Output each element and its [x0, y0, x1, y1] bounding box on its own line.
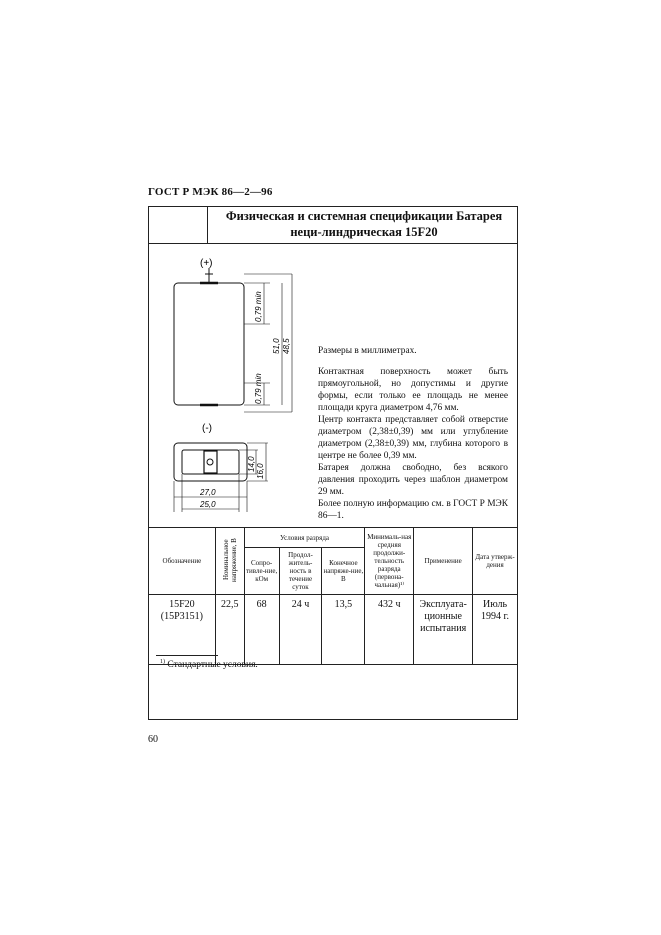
cell-resistance: 68 [244, 595, 279, 665]
dim-079-top: 0,79 min [254, 291, 263, 322]
cell-approval-date: Июль 1994 г. [473, 595, 518, 665]
footnote: $^{1)}$ Стандартные условия. [160, 659, 258, 671]
col-duration: Продол-житель-ность в течение суток [279, 548, 322, 595]
spec-table [148, 527, 518, 665]
spec-title: Физическая и системная спецификации Батарея неци-линдрическая 15F20 [225, 209, 503, 239]
description-block [318, 345, 508, 522]
col-application: Применение [414, 528, 473, 595]
dim-16: 16,0 [256, 463, 265, 479]
dim-079-bottom: 0,79 min [254, 373, 263, 404]
page-number: 60 [148, 734, 158, 745]
col-end-voltage: Конечное напряже-ние, В [322, 548, 365, 595]
minus-terminal-label: (-) [202, 423, 212, 434]
desc-reference: Более полную информацию см. в ГОСТ Р МЭК 86—1. [318, 499, 508, 521]
dim-27: 27,0 [200, 488, 216, 497]
dim-14: 14,0 [247, 456, 256, 472]
dim-51: 51,0 [272, 338, 281, 354]
battery-top-view [174, 443, 247, 481]
col-discharge-conditions: Условия разряда [244, 528, 365, 548]
desc-contact-center: Центр контакта представляет собой отверстие диаметром (2,38±0,39) мм или углубление диаметром (2,38±0,39) мм, глубина которого в центре не более 0,39 мм. [318, 415, 508, 461]
plus-terminal-label: (+) [200, 258, 213, 269]
battery-side-view [174, 283, 244, 405]
cell-duration: 24 ч [279, 595, 322, 665]
dim-485: 48,5 [282, 338, 291, 354]
desc-contact-surface: Контактная поверхность может быть прямоугольной, но допустимы и другие формы, если только ее площадь не менее площади круга диаметром 4,76 мм. [318, 367, 508, 413]
col-designation: Обозначение [149, 528, 216, 595]
col-approval-date: Дата утверж-дения [473, 528, 518, 595]
desc-gauge: Батарея должна свободно, без всякого давления проходить через шаблон диаметром 29 мм. [318, 463, 508, 497]
desc-units: Размеры в миллиметрах. [318, 346, 417, 356]
document-header: ГОСТ Р МЭК 86—2—96 [148, 186, 273, 198]
cell-end-voltage: 13,5 [322, 595, 365, 665]
title-left-cell [148, 206, 208, 244]
col-voltage: Номинальное напряжение, В [215, 528, 244, 595]
table-header-row [149, 528, 518, 548]
col-resistance: Сопро-тивле-ние, кОм [244, 548, 279, 595]
col-min-duration: Минималь-ная средняя продолжи-тельность разряда (первона-чальная)¹⁾ [365, 528, 414, 595]
footnote-divider [156, 655, 218, 656]
cell-designation: 15F20 (15P3151) [149, 595, 216, 665]
battery-drawing [160, 250, 310, 520]
cell-voltage: 22,5 [215, 595, 244, 665]
cell-min-duration: 432 ч [365, 595, 414, 665]
dim-25: 25,0 [200, 500, 216, 509]
table-row [149, 595, 518, 665]
cell-application: Эксплуата-ционные испытания [414, 595, 473, 665]
